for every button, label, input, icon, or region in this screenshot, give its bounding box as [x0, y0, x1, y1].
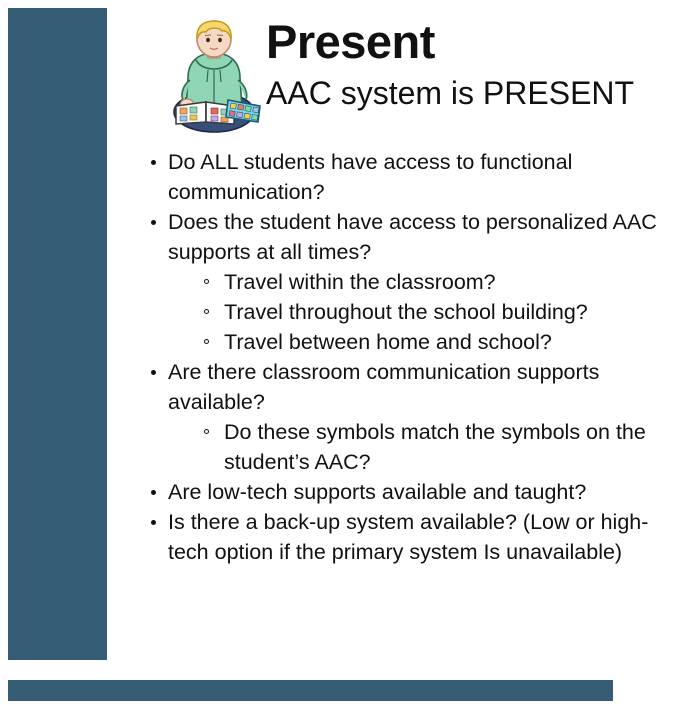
list-item — [142, 477, 672, 507]
sub-list-item — [194, 417, 672, 477]
list-item — [142, 357, 672, 477]
sub-list-item-label: Travel throughout the school building? — [224, 297, 672, 327]
list-item-label: Is there a back-up system available? (Low or high-tech option if the primary system Is unavailable) — [168, 507, 672, 567]
list-item-label: Are there classroom communication supports available? — [168, 357, 672, 417]
bottom-accent-bar — [8, 680, 613, 701]
sub-list-item-label: Do these symbols match the symbols on the student’s AAC? — [224, 417, 672, 477]
checklist-level2 — [168, 267, 672, 357]
page-title: Present — [266, 15, 435, 68]
list-item — [142, 207, 672, 357]
slide-header — [166, 12, 676, 134]
list-item-label: Does the student have access to personalized AAC supports at all times? — [168, 207, 672, 267]
sub-list-item — [194, 297, 672, 327]
list-item — [142, 147, 672, 207]
list-item-label: Do ALL students have access to functional communication? — [168, 147, 672, 207]
sub-list-item-label: Travel within the classroom? — [224, 267, 672, 297]
header-row — [166, 12, 676, 134]
checklist-level2 — [168, 417, 672, 477]
checklist-level1 — [142, 147, 672, 567]
sub-list-item-label: Travel between home and school? — [224, 327, 672, 357]
sub-list-item — [194, 327, 672, 357]
sub-list-item — [194, 267, 672, 297]
page-subtitle: AAC system is PRESENT — [266, 74, 635, 111]
checklist-content — [142, 147, 672, 567]
list-item-label: Are low-tech supports available and taught? — [168, 477, 672, 507]
left-accent-bar — [8, 8, 107, 660]
child-reading-book-with-aac-device-icon — [166, 20, 262, 134]
list-item — [142, 507, 672, 567]
header-text-group — [262, 12, 676, 111]
